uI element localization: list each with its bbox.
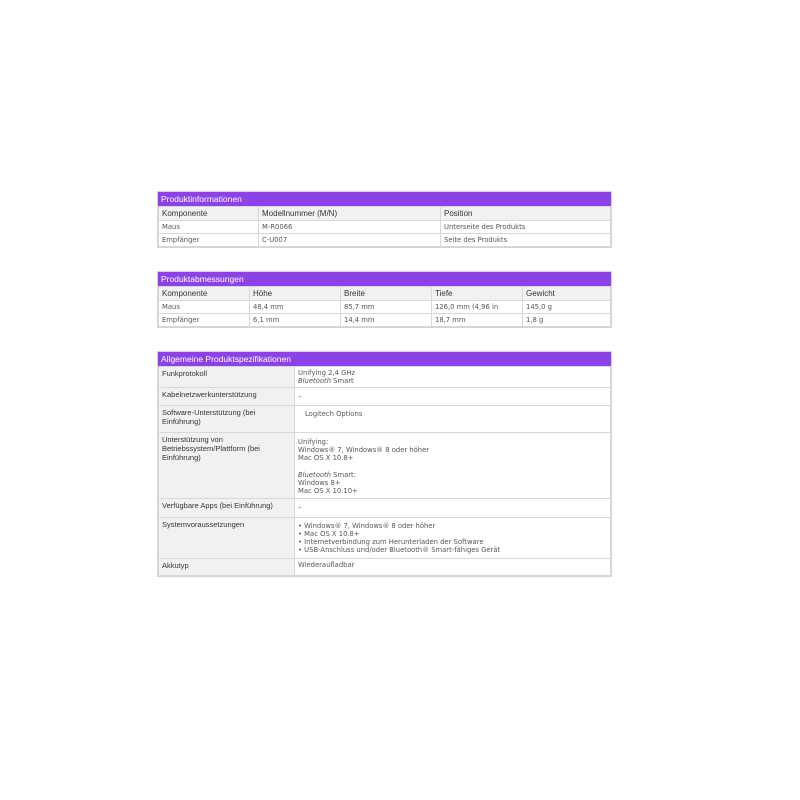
spec-label: Systemvoraussetzungen [159,518,295,559]
spec-label: Akkutyp [159,559,295,576]
cell: Empfänger [159,234,259,247]
table-row [159,301,611,314]
cell: 1,8 g [523,314,611,327]
cell: 145,0 g [523,301,611,314]
col-hoehe: Höhe [250,287,341,301]
product-dimensions-title: Produktabmessungen [158,272,611,286]
cell: Empfänger [159,314,250,327]
table-row [159,367,611,388]
table-row [159,221,611,234]
cell: Seite des Produkts [441,234,611,247]
product-dimensions-table [157,271,612,328]
spec-value: – [295,499,611,518]
spec-label: Verfügbare Apps (bei Einführung) [159,499,295,518]
spec-value: – [295,388,611,406]
cell: 85,7 mm [341,301,432,314]
table-row [159,518,611,559]
col-komponente: Komponente [159,207,259,221]
cell: 126,0 mm (4,96 in [432,301,523,314]
col-komponente: Komponente [159,287,250,301]
spec-value: Wiederaufladbar [295,559,611,576]
table-row [159,388,611,406]
cell: 48,4 mm [250,301,341,314]
cell: C-U007 [259,234,441,247]
table-row [159,433,611,499]
cell: Maus [159,301,250,314]
cell: 6,1 mm [250,314,341,327]
table-row [159,406,611,433]
table-row [159,314,611,327]
list-item: • Mac OS X 10.8+ [298,530,360,538]
col-gewicht: Gewicht [523,287,611,301]
spec-value: Unifying 2,4 GHz Bluetooth Smart [295,367,611,388]
table-row [159,499,611,518]
general-specs-table [157,351,612,577]
cell: Maus [159,221,259,234]
cell: 14,4 mm [341,314,432,327]
col-modellnummer: Modellnummer (M/N) [259,207,441,221]
spec-value [295,518,611,559]
spec-label: Unterstützung von Betriebssystem/Plattform (bei Einführung) [159,433,295,499]
general-specs-title: Allgemeine Produktspezifikationen [158,352,611,366]
list-item: • USB-Anschluss und/oder Bluetooth® Smart-fähiges Gerät [298,546,501,554]
table-row [159,234,611,247]
list-item: • Internetverbindung zum Herunterladen der Software [298,538,484,546]
col-tiefe: Tiefe [432,287,523,301]
cell: 18,7 mm [432,314,523,327]
cell: M-R0066 [259,221,441,234]
product-info-table [157,191,612,248]
spec-value: Logitech Options [295,406,611,433]
col-position: Position [441,207,611,221]
table-row [159,559,611,576]
spec-label: Software-Unterstützung (bei Einführung) [159,406,295,433]
col-breite: Breite [341,287,432,301]
product-info-title: Produktinformationen [158,192,611,206]
spec-label: Kabelnetzwerkunterstützung [159,388,295,406]
spec-value: Unifying: Windows® 7, Windows® 8 oder höher Mac OS X 10.8+ Bluetooth Smart: Windows 8+ Mac OS X 10.10+ [295,433,611,499]
cell: Unterseite des Produkts [441,221,611,234]
spec-label: Funkprotokoll [159,367,295,388]
list-item: • Windows® 7, Windows® 8 oder höher [298,522,436,530]
